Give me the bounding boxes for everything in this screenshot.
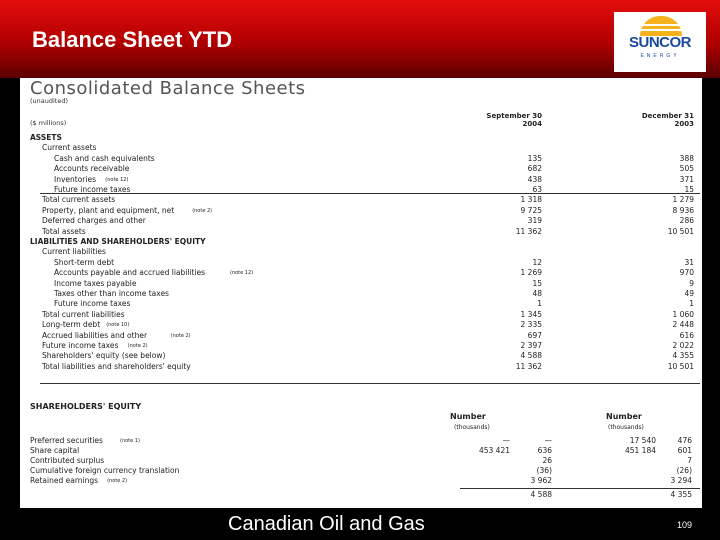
row-label: Total current assets [42, 195, 116, 205]
page-number: 109 [676, 520, 692, 530]
table-row [20, 175, 702, 185]
value-2004: 1 318 [520, 195, 542, 205]
equity-row [20, 436, 702, 446]
row-label: Short-term debt [54, 257, 115, 267]
row-label: Taxes other than income taxes [54, 289, 169, 298]
value-2004: 11 362 [515, 361, 542, 371]
table-row [20, 143, 702, 153]
equity-col-thousands-2003: (thousands) [608, 424, 644, 431]
row-label: Shareholders' equity (see below) [42, 351, 166, 361]
value-2004: 48 [532, 289, 542, 298]
col-2004-line2: 2004 [522, 120, 542, 128]
equity-row-label: Share capital [30, 446, 80, 455]
equity-row-note: (note 1) [120, 438, 140, 444]
row-label: Total assets [42, 226, 86, 236]
equity-value-c4: 3 294 [670, 476, 692, 485]
row-label: Future income taxes [54, 185, 131, 194]
col-2004-line1: September 30 [486, 112, 542, 120]
equity-section-title: SHAREHOLDERS' EQUITY [30, 402, 142, 411]
value-2004: 135 [527, 153, 542, 163]
row-label: Property, plant and equipment, net [42, 205, 175, 215]
value-2003: 371 [679, 174, 694, 184]
row-note: (note 2) [170, 332, 191, 339]
table-row [20, 216, 702, 226]
row-note: (note 12) [230, 270, 254, 277]
slide-title: Balance Sheet YTD [32, 27, 233, 52]
value-2003: 9 [689, 278, 694, 288]
equity-row [20, 446, 702, 456]
table-row [20, 206, 702, 216]
table-row [20, 351, 702, 361]
equity-row-label: Contributed surplus [30, 456, 105, 465]
value-2004: 2 335 [520, 320, 542, 330]
row-note: (note 2) [192, 207, 213, 214]
slide-footer [0, 508, 720, 540]
table-row [20, 362, 702, 372]
slide-header [0, 0, 720, 78]
value-2004: 438 [527, 174, 542, 184]
row-label: ASSETS [30, 133, 62, 142]
rule-equity-total [460, 488, 700, 489]
equity-total-2003: 4 355 [670, 490, 692, 499]
value-2004: 1 [537, 299, 542, 309]
equity-col-number-2003: Number [606, 412, 642, 421]
equity-value-c2: 636 [537, 446, 552, 455]
table-row [20, 279, 702, 289]
value-2003: 505 [679, 164, 694, 174]
value-2004: 1 345 [520, 309, 542, 319]
equity-col-thousands-2004: (thousands) [454, 424, 490, 431]
row-label: Cash and cash equivalents [54, 153, 155, 163]
equity-value-c4: 7 [687, 456, 692, 465]
equity-row [20, 456, 702, 466]
equity-value-c4: (26) [676, 466, 692, 475]
row-label: Deferred charges and other [42, 216, 146, 226]
rule-current-assets [40, 193, 700, 194]
value-2003: 1 060 [672, 309, 694, 319]
row-label: Inventories [54, 174, 96, 184]
equity-row-label: Preferred securities [30, 436, 103, 445]
equity-value-c1: — [502, 436, 510, 445]
value-2003: 10 501 [667, 226, 694, 236]
row-note: (note 2) [127, 343, 148, 349]
equity-row-label: Cumulative foreign currency translation [30, 466, 180, 475]
row-label: Future income taxes [54, 299, 131, 309]
value-2004: 2 397 [520, 341, 542, 350]
row-label: Future income taxes [42, 341, 119, 350]
value-2003: 31 [684, 257, 694, 267]
value-2003: 616 [679, 330, 694, 340]
value-2004: 697 [527, 330, 542, 340]
table-row [20, 320, 702, 330]
equity-row-note: (note 2) [107, 478, 128, 484]
row-label: LIABILITIES AND SHAREHOLDERS' EQUITY [30, 237, 206, 246]
equity-value-c3: 451 184 [624, 446, 656, 455]
value-2003: 970 [679, 268, 694, 278]
table-row [20, 258, 702, 268]
value-2003: 2 022 [672, 341, 694, 350]
equity-row [20, 466, 702, 476]
col-2003-line1: December 31 [641, 112, 694, 120]
table-row [20, 341, 702, 351]
balance-sheet-document [20, 78, 702, 508]
equity-value-c2: 26 [542, 456, 552, 465]
value-2003: 4 355 [672, 351, 694, 361]
unaudited-label: (unaudited) [30, 97, 69, 105]
equity-total-row [20, 490, 702, 500]
row-label: Current assets [42, 143, 97, 153]
table-row [20, 331, 702, 341]
table-row [20, 227, 702, 237]
row-label: Total liabilities and shareholders' equity [42, 361, 191, 371]
table-row [20, 133, 702, 143]
value-2004: 15 [532, 278, 542, 288]
units-label: ($ millions) [30, 119, 67, 127]
value-2004: 4 588 [520, 351, 542, 361]
table-row [20, 154, 702, 164]
document-title: Consolidated Balance Sheets [30, 78, 306, 99]
equity-value-c4: 476 [677, 436, 692, 445]
row-label: Total current liabilities [42, 309, 125, 319]
equity-value-c4: 601 [677, 446, 692, 455]
value-2003: 1 [689, 299, 694, 309]
table-row [20, 237, 702, 247]
value-2004: 12 [532, 257, 542, 267]
row-label: Accounts payable and accrued liabilities [54, 268, 206, 278]
row-label: Income taxes payable [54, 278, 137, 288]
row-note: (note 12) [105, 176, 129, 183]
row-label: Accounts receivable [54, 164, 130, 174]
value-2003: 10 501 [667, 361, 694, 371]
value-2004: 63 [532, 185, 542, 194]
value-2003: 286 [679, 216, 694, 226]
equity-row [20, 476, 702, 486]
table-row [20, 164, 702, 174]
value-2003: 49 [684, 289, 694, 298]
equity-value-c2: — [544, 436, 552, 445]
row-label: Long-term debt [42, 320, 101, 330]
value-2003: 1 279 [672, 195, 694, 205]
rule-total-liabilities [40, 383, 700, 384]
equity-row-label: Retained earnings [30, 476, 99, 485]
equity-col-number-2004: Number [450, 412, 486, 421]
row-label: Current liabilities [42, 247, 106, 257]
equity-value-c2: (36) [536, 466, 552, 475]
equity-total-2004: 4 588 [530, 490, 552, 499]
value-2003: 2 448 [672, 320, 694, 330]
logo-wordmark: SUNCOR [628, 34, 691, 51]
equity-value-c2: 3 962 [530, 476, 552, 485]
value-2003: 15 [684, 185, 694, 194]
table-row [20, 310, 702, 320]
value-2004: 9 725 [520, 205, 542, 215]
row-label: Accrued liabilities and other [42, 330, 148, 340]
table-row [20, 195, 702, 205]
footer-text: Canadian Oil and Gas [228, 513, 425, 535]
col-2003-line2: 2003 [674, 120, 694, 128]
table-row [20, 268, 702, 278]
logo-tagline: ENERGY [640, 53, 680, 59]
table-row [20, 247, 702, 257]
table-row [20, 299, 702, 309]
value-2004: 1 269 [520, 268, 542, 278]
equity-value-c1: 453 421 [478, 446, 510, 455]
value-2004: 11 362 [515, 226, 542, 236]
table-row [20, 289, 702, 299]
equity-value-c3: 17 540 [629, 436, 656, 445]
value-2003: 8 936 [672, 205, 694, 215]
value-2004: 319 [527, 216, 542, 226]
row-note: (note 10) [106, 322, 130, 329]
value-2004: 682 [527, 164, 542, 174]
value-2003: 388 [679, 153, 694, 163]
